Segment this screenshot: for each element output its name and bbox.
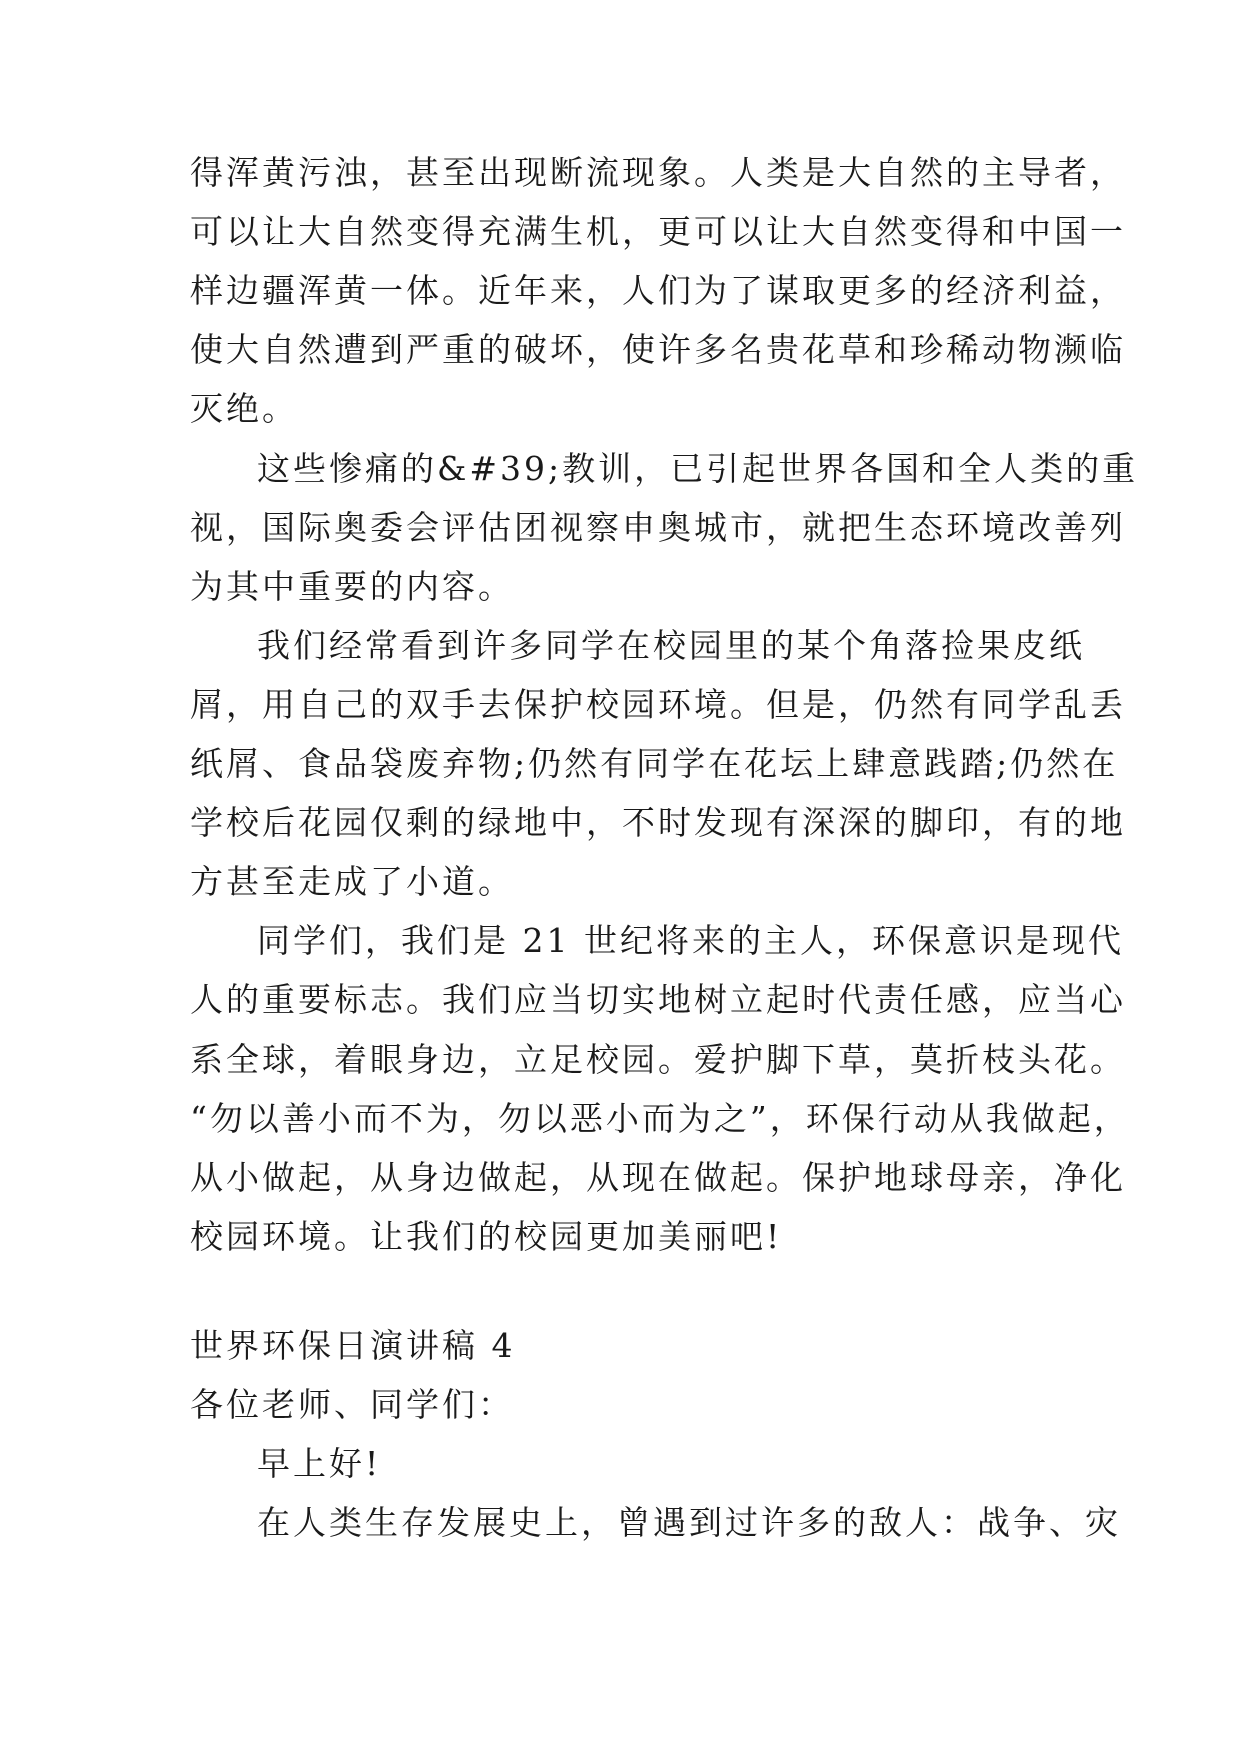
paragraph-line: 视，国际奥委会评估团视察申奥城市，就把生态环境改善列	[190, 508, 1126, 547]
paragraph-line: 我们经常看到许多同学在校园里的某个角落捡果皮纸	[257, 626, 1085, 665]
paragraph-line: 为其中重要的内容。	[190, 567, 514, 606]
paragraph-line: 使大自然遭到严重的破坏，使许多名贵花草和珍稀动物濒临	[190, 330, 1126, 369]
paragraph-line: 得浑黄污浊，甚至出现断流现象。人类是大自然的主导者，	[190, 153, 1126, 192]
paragraph-line: 从小做起，从身边做起，从现在做起。保护地球母亲，净化	[190, 1158, 1126, 1197]
paragraph-line: 屑，用自己的双手去保护校园环境。但是，仍然有同学乱丢	[190, 685, 1126, 724]
paragraph-line: 校园环境。让我们的校园更加美丽吧!	[190, 1217, 783, 1256]
paragraph-line: 方甚至走成了小道。	[190, 862, 514, 901]
paragraph-line: 学校后花园仅剩的绿地中，不时发现有深深的脚印，有的地	[190, 803, 1126, 842]
paragraph-line: 这些惨痛的&#39;教训，已引起世界各国和全人类的重	[257, 449, 1139, 488]
paragraph-line: 可以让大自然变得充满生机，更可以让大自然变得和中国一	[190, 212, 1126, 251]
paragraph-line: “勿以善小而不为，勿以恶小而为之”，环保行动从我做起，	[190, 1099, 1130, 1138]
paragraph-line: 在人类生存发展史上，曾遇到过许多的敌人：战争、灾	[257, 1503, 1121, 1542]
greeting: 早上好!	[257, 1444, 382, 1483]
paragraph-line: 同学们，我们是 21 世纪将来的主人，环保意识是现代	[257, 921, 1124, 960]
paragraph-line: 系全球，着眼身边，立足校园。爱护脚下草，莫折枝头花。	[190, 1040, 1126, 1079]
paragraph-line: 样边疆浑黄一体。近年来，人们为了谋取更多的经济利益，	[190, 271, 1126, 310]
paragraph-line: 灭绝。	[190, 389, 298, 428]
section-heading: 世界环保日演讲稿 4	[190, 1326, 516, 1365]
salutation: 各位老师、同学们：	[190, 1385, 514, 1424]
paragraph-line: 纸屑、食品袋废弃物;仍然有同学在花坛上肆意践踏;仍然在	[190, 744, 1119, 783]
paragraph-line: 人的重要标志。我们应当切实地树立起时代责任感，应当心	[190, 980, 1126, 1019]
